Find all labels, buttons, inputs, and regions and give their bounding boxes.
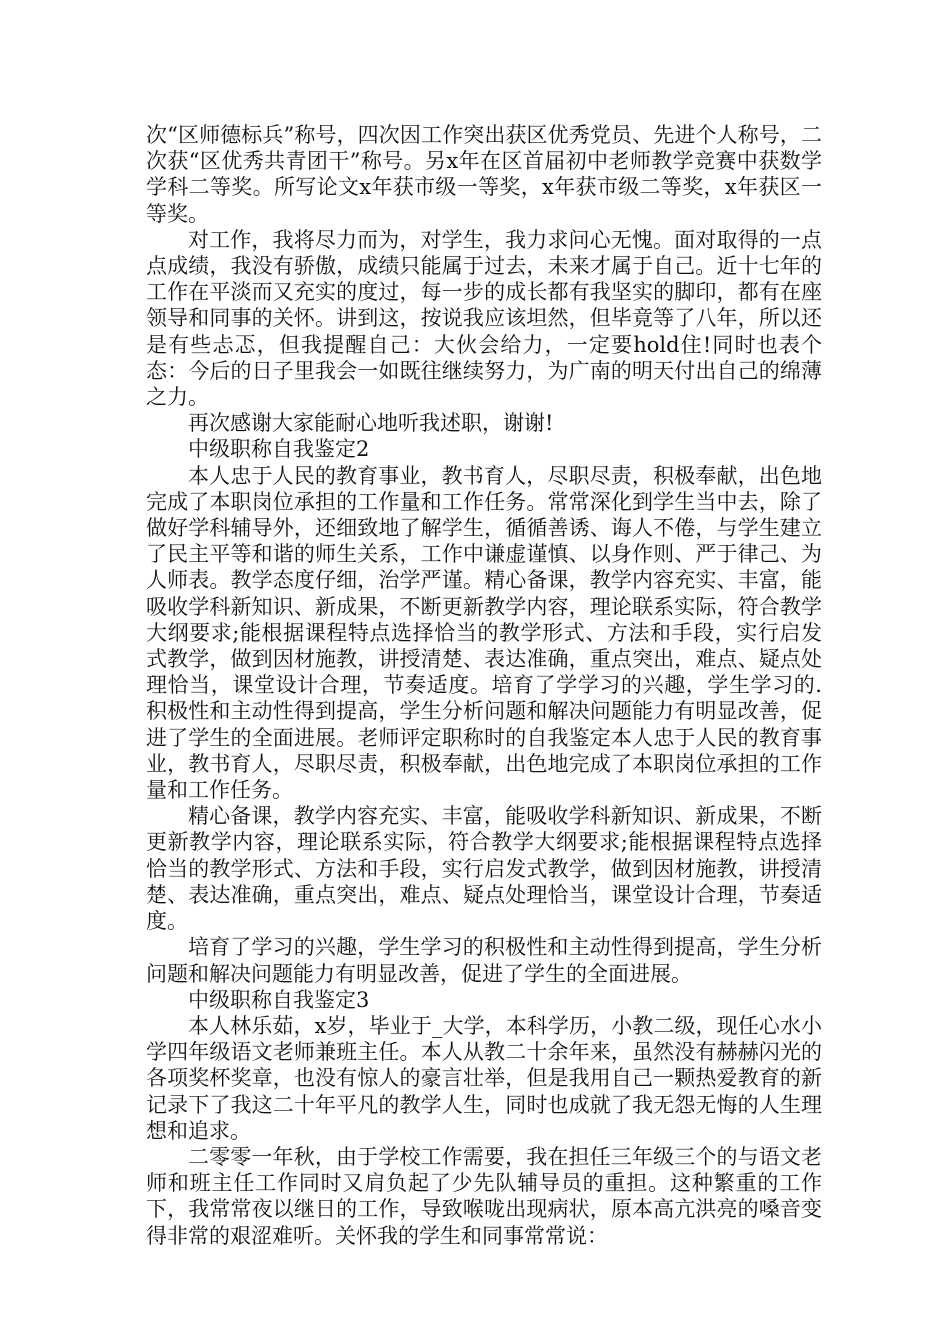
document-page bbox=[146, 122, 822, 1249]
paragraph-interest: 培育了学习的兴趣，学生学习的积极性和主动性得到提高，学生分析问题和解决问题能力有明显改善，促进了学生的全面进展。 bbox=[146, 935, 822, 986]
paragraph-2001: 二零零一年秋，由于学校工作需要，我在担任三年级三个的与语文老师和班主任工作同时又肩负起了少先队辅导员的重担。这种繁重的工作下，我常常夜以继日的工作，导致喉咙出现病状，原本高亢洪亮的嗓音变得非常的艰涩难听。关怀我的学生和同事常常说： bbox=[146, 1144, 822, 1248]
paragraph-attitude: 对工作，我将尽力而为，对学生，我力求问心无愧。面对取得的一点点成绩，我没有骄傲，成绩只能属于过去，未来才属于自己。近十七年的工作在平淡而又充实的度过，每一步的成长都有我坚实的脚印，都有在座领导和同事的关怀。讲到这，按说我应该坦然，但毕竟等了八年，所以还是有些忐忑，但我提醒自己：大伙会给力，一定要hold住!同时也表个态：今后的日子里我会一如既往继续努力，为广南的明天付出自己的绵薄之力。 bbox=[146, 227, 822, 410]
paragraph-thanks: 再次感谢大家能耐心地听我述职，谢谢! bbox=[188, 411, 554, 436]
paragraph-devotion: 本人忠于人民的教育事业，教书育人，尽职尽责，积极奉献，出色地完成了本职岗位承担的工作量和工作任务。常常深化到学生当中去，除了做好学科辅导外，还细致地了解学生，循循善诱、诲人不倦，与学生建立了民主平等和谐的师生关系，工作中谦虚谨慎、以身作则、严于律己、为人师表。教学态度仔细，治学严谨。精心备课，教学内容充实、丰富，能吸收学科新知识、新成果，不断更新教学内容，理论联系实际，符合教学大纲要求;能根据课程特点选择恰当的教学形式、方法和手段，实行启发式教学，做到因材施教，讲授清楚、表达准确，重点突出，难点、疑点处理恰当，课堂设计合理，节奏适度。培育了学学习的兴趣，学生学习的.积极性和主动性得到提高，学生分析问题和解决问题能力有明显改善，促进了学生的全面进展。老师评定职称时的自我鉴定本人忠于人民的教育事业，教书育人，尽职尽责，积极奉献，出色地完成了本职岗位承担的工作量和工作任务。 bbox=[146, 463, 822, 803]
paragraph-introduction: 本人林乐茹，x岁，毕业于_大学，本科学历，小教二级，现任心水小学四年级语文老师兼班主任。本人从教二十余年来，虽然没有赫赫闪光的各项奖杯奖章，也没有惊人的豪言壮举，但是我用自己一颗热爱教育的新记录下了我这二十年平凡的教学人生，同时也成就了我无怨无悔的人生理想和追求。 bbox=[146, 1013, 822, 1143]
paragraph-awards: 次“区师德标兵”称号，四次因工作突出获区优秀党员、先进个人称号，二次获“区优秀共青团干”称号。另x年在区首届初中老师教学竞赛中获数学学科二等奖。所写论文x年获市级一等奖，x年获市级二等奖，x年获区一等奖。 bbox=[146, 123, 822, 226]
section-heading-3: 中级职称自我鉴定3 bbox=[188, 987, 370, 1012]
paragraph-preparation: 精心备课，教学内容充实、丰富，能吸收学科新知识、新成果，不断更新教学内容，理论联系实际，符合教学大纲要求;能根据课程特点选择恰当的教学形式、方法和手段，实行启发式教学，做到因材施教，讲授清楚、表达准确，重点突出，难点、疑点处理恰当，课堂设计合理，节奏适度。 bbox=[146, 804, 822, 934]
section-heading-2: 中级职称自我鉴定2 bbox=[188, 437, 370, 462]
